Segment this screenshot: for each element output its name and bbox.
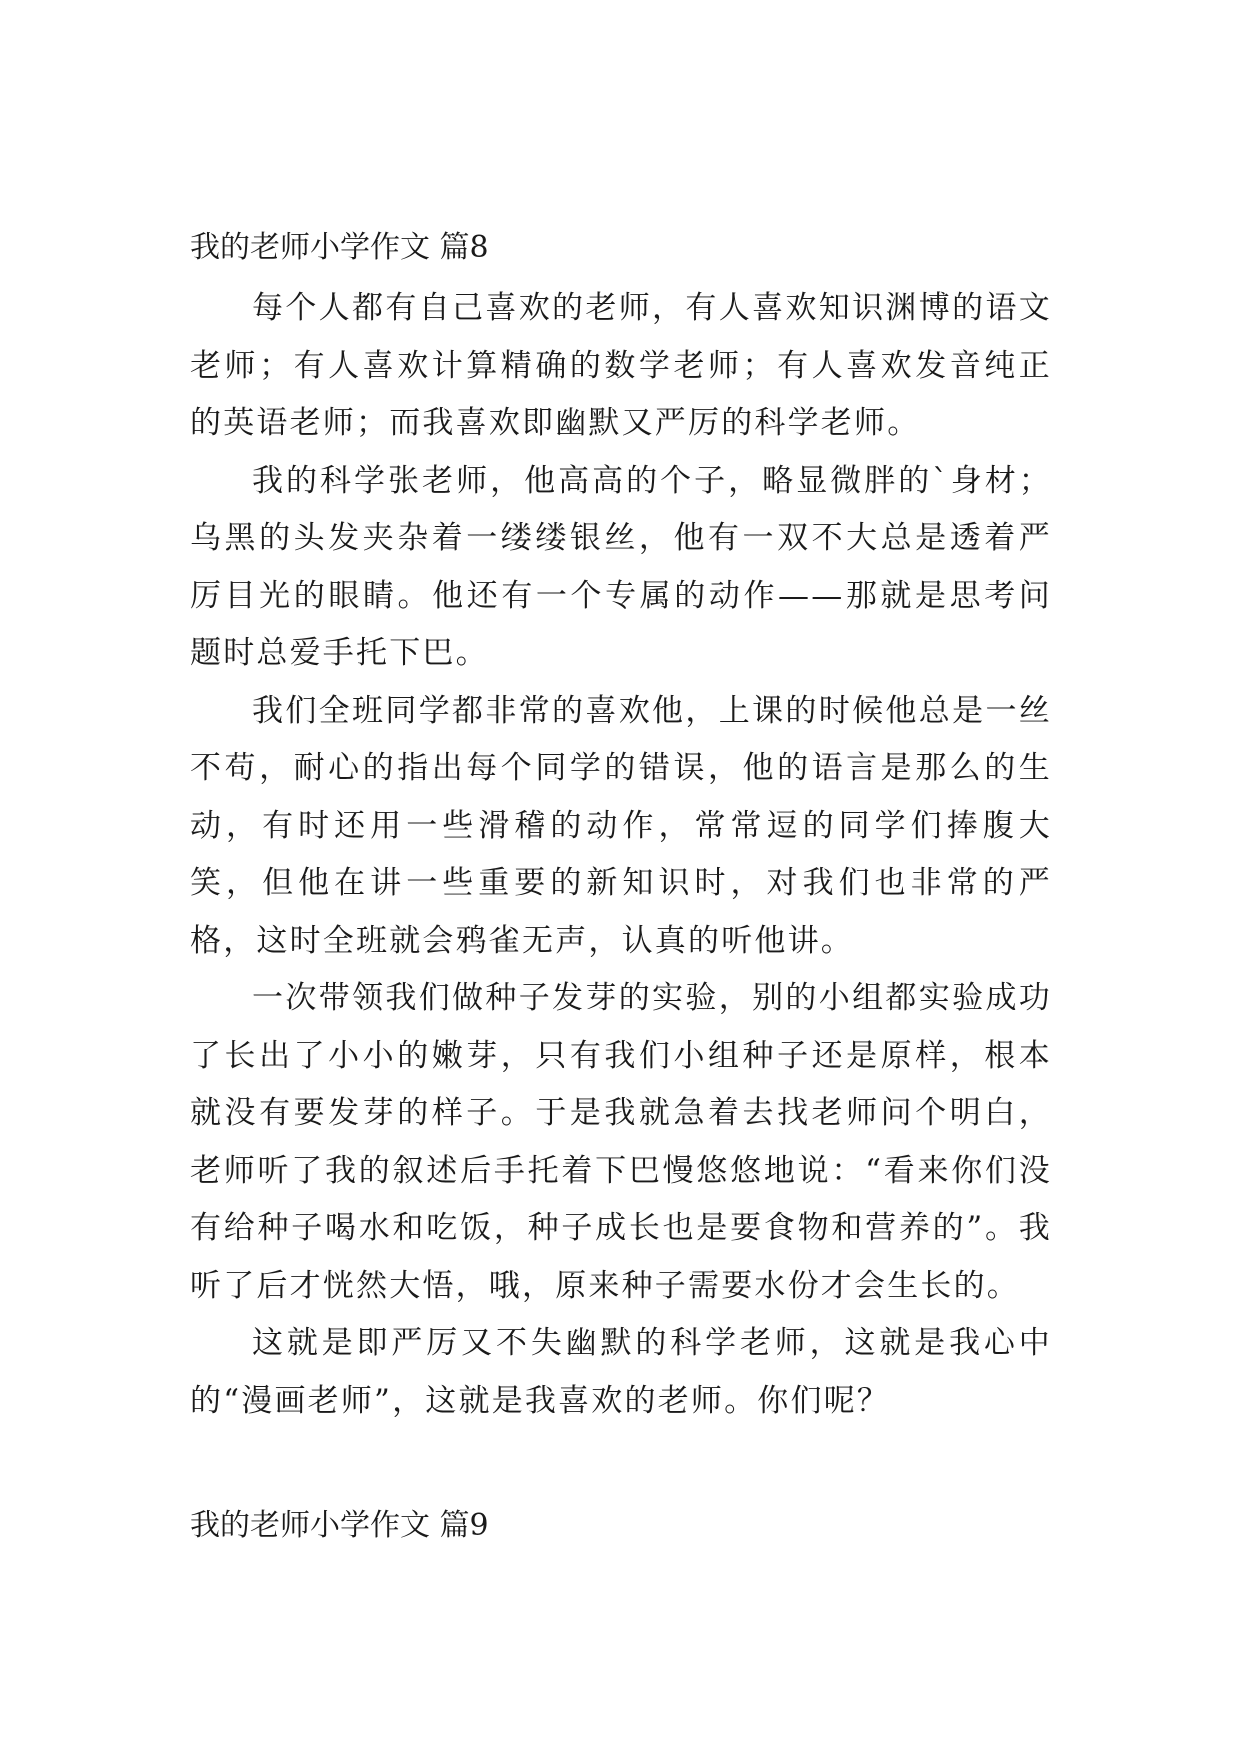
paragraph: 这就是即严厉又不失幽默的科学老师，这就是我心中的“漫画老师”，这就是我喜欢的老师。你们呢？ <box>190 1325 1052 1419</box>
paragraph: 我的科学张老师，他高高的个子，略显微胖的`身材；乌黑的头发夹杂着一缕缕银丝，他有一双不大总是透着严厉目光的眼睛。他还有一个专属的动作——那就是思考问题时总爱手托下巴。 <box>190 462 1052 671</box>
essay-body <box>190 280 1052 1430</box>
paragraph: 一次带领我们做种子发芽的实验，别的小组都实验成功了长出了小小的嫩芽，只有我们小组种子还是原样，根本就没有要发芽的样子。于是我就急着去找老师问个明白，老师听了我的叙述后手托着下巴慢悠悠地说：“看来你们没有给种子喝水和吃饭，种子成长也是要食物和营养的”。我听了后才恍然大悟，哦，原来种子需要水份才会生长的。 <box>190 980 1052 1304</box>
paragraph: 我们全班同学都非常的喜欢他，上课的时候他总是一丝不苟，耐心的指出每个同学的错误，他的语言是那么的生动，有时还用一些滑稽的动作，常常逗的同学们捧腹大笑，但他在讲一些重要的新知识时，对我们也非常的严格，这时全班就会鸦雀无声，认真的听他讲。 <box>190 692 1052 959</box>
section-heading: 我的老师小学作文 篇9 <box>190 1508 489 1543</box>
section-heading: 我的老师小学作文 篇8 <box>190 230 489 265</box>
paragraph: 每个人都有自己喜欢的老师，有人喜欢知识渊博的语文老师；有人喜欢计算精确的数学老师；有人喜欢发音纯正的英语老师；而我喜欢即幽默又严厉的科学老师。 <box>190 290 1052 441</box>
